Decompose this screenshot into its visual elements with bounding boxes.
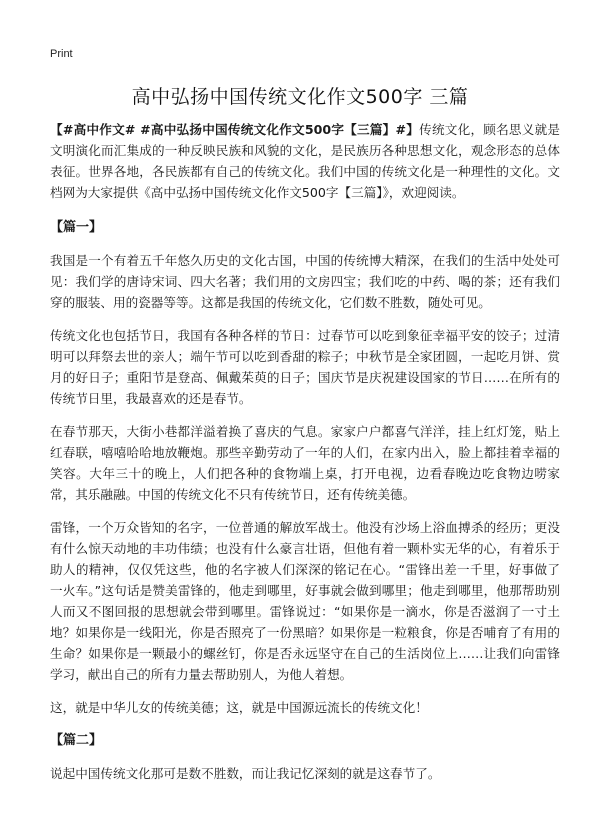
- intro-tag: 【#高中作文# #高中弘扬中国传统文化作文500字【三篇】#】: [50, 122, 420, 137]
- paragraph-5: 这，就是中华儿女的传统美德；这，就是中国源远流长的传统文化！: [50, 700, 428, 715]
- paragraph-6: 说起中国传统文化那可是数不胜数，而让我记忆深刻的就是这春节了。: [50, 766, 441, 781]
- section-heading-2: 【篇二】: [50, 733, 103, 748]
- paragraph-3: 在春节那天，大街小巷都洋溢着换了喜庆的气息。家家户户都喜气洋洋，挂上红灯笼，贴上红春联，嘻嘻哈哈地放鞭炮。那些辛勤劳动了一年的人们，在家内出入，脸上都挂着幸福的笑容。大年三十的晚上，人们把各种的食物端上桌，打开电视，边看春晚边吃食物边唠家常，其乐融融。中国的传统文化不只有传统节日，还有传统美德。: [50, 424, 560, 502]
- intro-paragraph: [50, 119, 560, 203]
- print-label: Print: [50, 48, 73, 60]
- intro-text: 传统文化，顾名思义就是文明演化而汇集成的一种反映民族和风貌的文化，是民族历各种思想文化，观念形态的总体表征。世界各地，各民族都有自己的传统文化。我们中国的传统文化是一种理性的文化。文档网为大家提供《高中弘扬中国传统文化作文500字【三篇】》，欢迎阅读。: [50, 122, 561, 200]
- article-title: 高中弘扬中国传统文化作文500字 三篇: [131, 86, 469, 108]
- article-body: [50, 119, 560, 796]
- paragraph-2: 传统文化也包括节日，我国有各种各样的节日：过春节可以吃到象征幸福平安的饺子；过清明可以拜祭去世的亲人；端午节可以吃到香甜的粽子；中秋节是全家团圆，一起吃月饼、赏月的好日子；重阳节是登高、佩戴茱萸的日子；国庆节是庆祝建设国家的节日……在所有的传统节日里，我最喜欢的还是春节。: [50, 328, 560, 406]
- paragraph-1: 我国是一个有着五千年悠久历史的文化古国，中国的传统博大精深，在我们的生活中处处可见：我们学的唐诗宋词、四大名著；我们用的文房四宝；我们吃的中药、喝的茶；还有我们穿的服装、用的瓷器等等。这都是我国的传统文化，它们数不胜数，随处可见。: [50, 253, 560, 310]
- section-heading-1: 【篇一】: [50, 220, 103, 235]
- paragraph-4: 雷锋，一个万众皆知的名字，一位普通的解放军战士。他没有沙场上浴血搏杀的经历；更没有什么惊天动地的丰功伟绩；也没有什么豪言壮语，但他有着一颗朴实无华的心，有着乐于助人的精神，仅仅凭这些，他的名字被人们深深的铭记在心。“雷锋出差一千里，好事做了一火车。”这句话是赞美雷锋的，他走到哪里，好事就会做到哪里；他走到哪里，他那帮助别人而又不图回报的思想就会带到哪里。雷锋说过：“如果你是一滴水，你是否滋润了一寸土地？如果你是一线阳光，你是否照亮了一份黑暗？如果你是一粒粮食，你是否哺育了有用的生命？如果你是一颗最小的螺丝钉，你是否永远坚守在自己的生活岗位上……让我们向雷锋学习，献出自己的所有力量去帮助别人，为他人着想。: [50, 520, 560, 682]
